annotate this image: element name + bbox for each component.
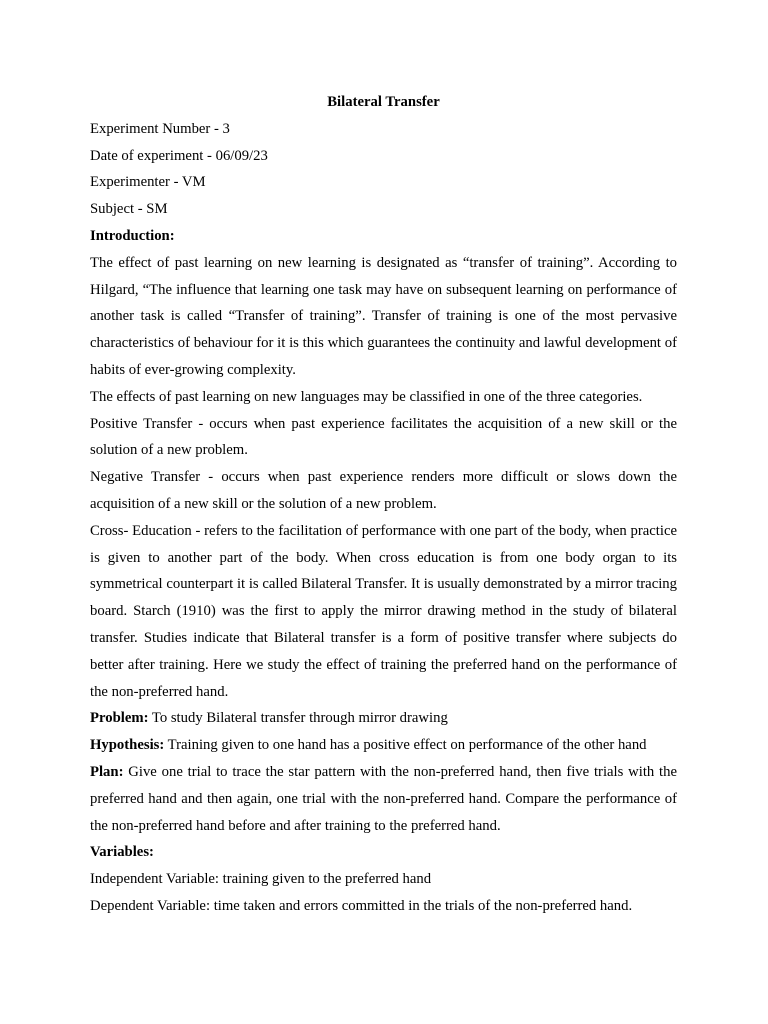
problem-line: [90, 705, 677, 732]
introduction-paragraph-2: The effects of past learning on new languages may be classified in one of the three categories.: [90, 388, 643, 405]
subject: Subject - SM: [90, 201, 168, 218]
dependent-variable: Dependent Variable: time taken and errors committed in the trials of the non-preferred hand.: [90, 897, 633, 914]
plan-label: Plan:: [90, 763, 124, 780]
experiment-number: Experiment Number - 3: [90, 120, 230, 137]
document-title: Bilateral Transfer: [327, 94, 440, 110]
experiment-date: Date of experiment - 06/09/23: [90, 147, 268, 164]
positive-transfer-paragraph: Positive Transfer - occurs when past experience facilitates the acquisition of a new skill or the solution of a new problem.: [90, 415, 677, 459]
hypothesis-label: Hypothesis:: [90, 737, 165, 754]
introduction-paragraph-1: The effect of past learning on new learning is designated as “transfer of training”. According to Hilgard, “The influence that learning one task may have on subsequent learning on performance of another task is called “Transfer of training”. Transfer of training is one of the most pervasive characteristics of behaviour for it is this which guarantees the continuity and lawful development of habits of ever-growing complexity.: [90, 254, 677, 378]
hypothesis-text: Training given to one hand has a positive effect on performance of the other hand: [164, 737, 647, 754]
cross-education-paragraph: Cross- Education - refers to the facilitation of performance with one part of the body, when practice is given to another part of the body. When cross education is from one body organ to its symmetrical counterpart it is called Bilateral Transfer. It is usually demonstrated by a mirror tracing board. Starch (1910) was the first to apply the mirror drawing method in the study of bilateral transfer. Studies indicate that Bilateral transfer is a form of positive transfer where subjects do better after training. Here we study the effect of training the preferred hand on the performance of the non-preferred hand.: [90, 522, 677, 700]
introduction-heading: Introduction:: [90, 227, 175, 244]
plan-text: Give one trial to trace the star pattern with the non-preferred hand, then five trials with the preferred hand and then again, one trial with the non-preferred hand. Compare the performance of the non-preferred hand before and after training to the preferred hand.: [90, 763, 677, 834]
problem-label: Problem:: [90, 710, 149, 727]
document-body: [90, 89, 677, 920]
plan-paragraph: [90, 759, 677, 839]
negative-transfer-paragraph: Negative Transfer - occurs when past experience renders more difficult or slows down the acquisition of a new skill or the solution of a new problem.: [90, 469, 677, 512]
hypothesis-line: [90, 732, 677, 759]
problem-text: To study Bilateral transfer through mirror drawing: [148, 710, 448, 727]
variables-heading: Variables:: [90, 844, 154, 861]
experimenter: Experimenter - VM: [90, 174, 206, 191]
independent-variable: Independent Variable: training given to the preferred hand: [90, 871, 432, 888]
